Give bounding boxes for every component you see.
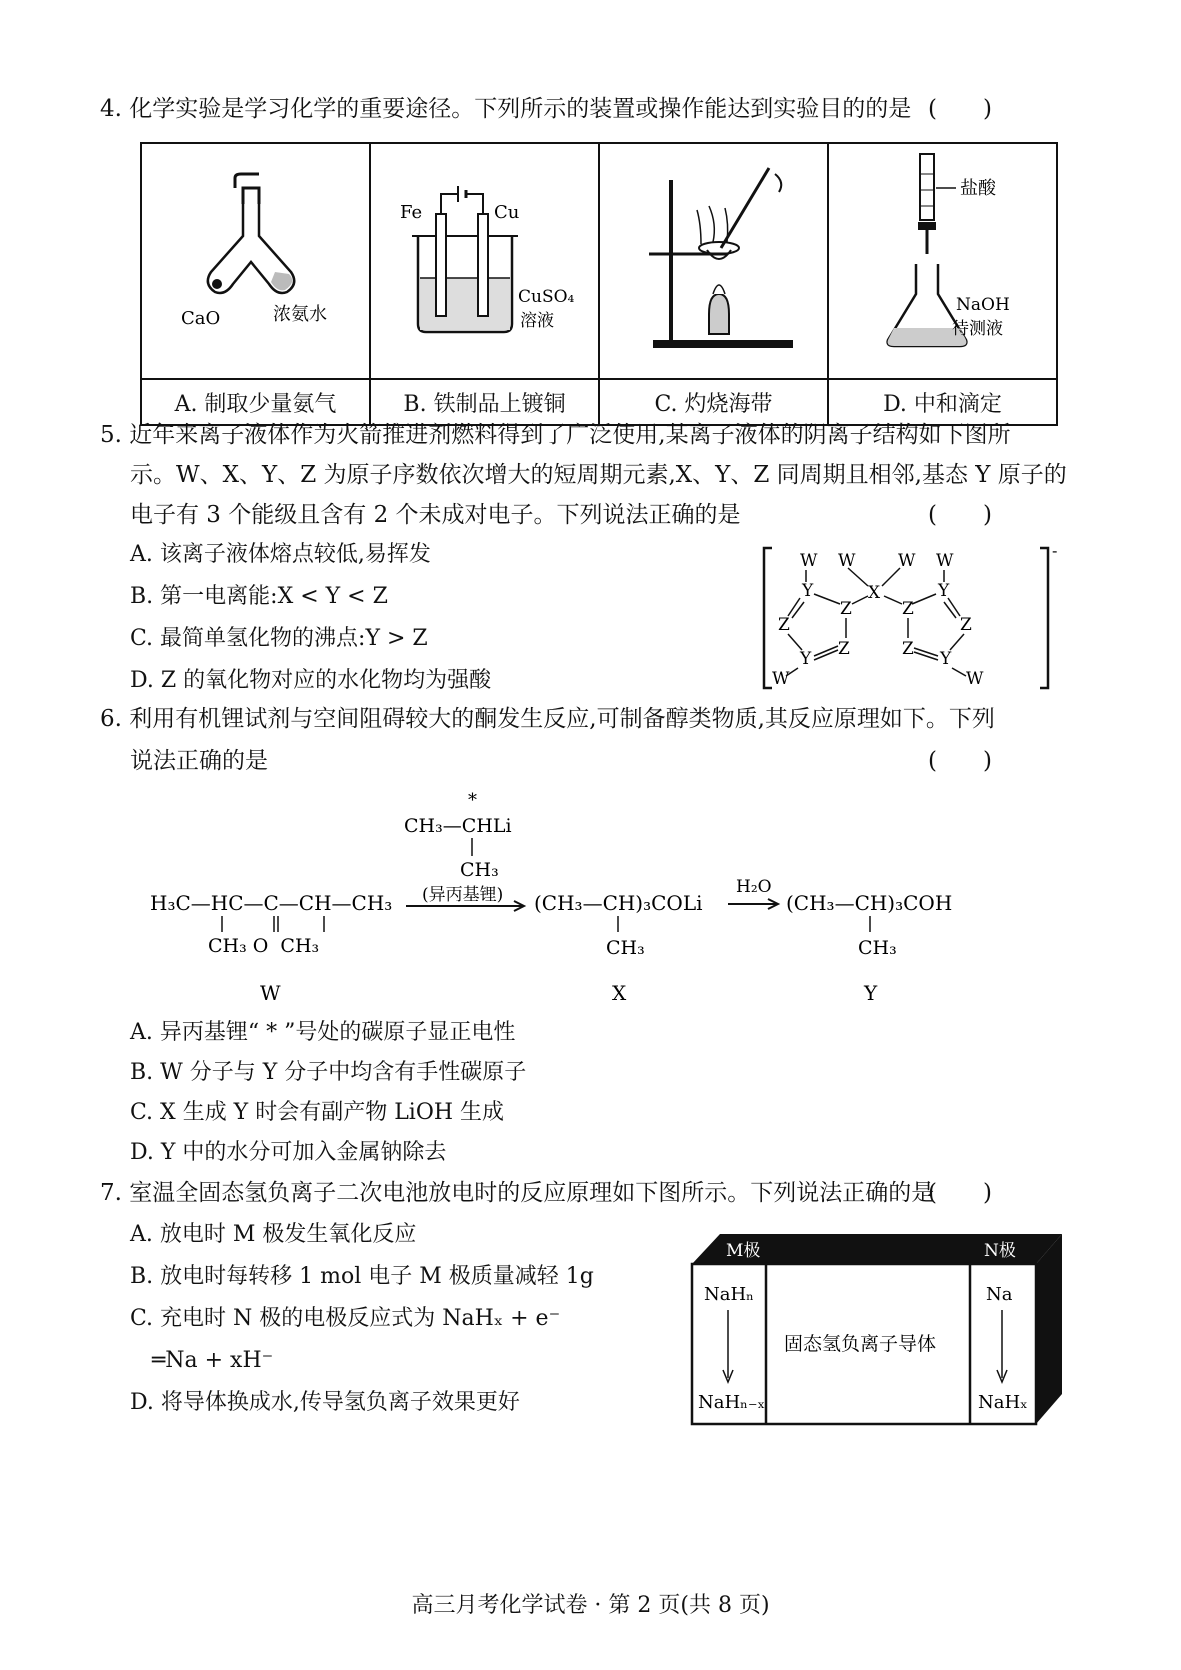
ammonia-apparatus-figure xyxy=(151,144,361,374)
y-substituent: CH₃ xyxy=(858,937,897,959)
hcl-label: 盐酸 xyxy=(959,178,996,199)
q7-option-b: B. 放电时每转移 1 mol 电子 M 极质量减轻 1g xyxy=(130,1264,594,1289)
w-atom: W xyxy=(936,551,954,571)
reagent-top: CH₃—CHLi xyxy=(404,815,512,837)
q4-option-b: B. 铁制品上镀铜 xyxy=(370,379,599,425)
y-atom: Y xyxy=(940,649,952,669)
cuso4-label: CuSO₄ xyxy=(517,287,574,307)
q6-option-c: C. X 生成 Y 时会有副产物 LiOH 生成 xyxy=(130,1100,505,1125)
q4-fig-c xyxy=(599,143,828,379)
x-atom: X xyxy=(868,583,881,603)
q5-stem-line-2: 示。W、X、Y、Z 为原子序数依次增大的短周期元素,X、Y、Z 同周期且相邻,基态 Y 原子的 xyxy=(130,462,1067,488)
reagent-name: (异丙基锂) xyxy=(422,885,504,905)
q6-option-a: A. 异丙基锂“ * ”号处的碳原子显正电性 xyxy=(130,1020,516,1045)
q5-option-c: C. 最简单氢化物的沸点:Y > Z xyxy=(130,626,428,651)
q5-option-a: A. 该离子液体熔点较低,易挥发 xyxy=(130,542,431,567)
z-atom: Z xyxy=(840,599,852,619)
x-substituent: CH₃ xyxy=(606,937,645,959)
q4-stem: 4. 化学实验是学习化学的重要途径。下列所示的装置或操作能达到实验目的的是 xyxy=(100,96,912,122)
ammonia-water-label: 浓氨水 xyxy=(272,304,327,325)
x-label: X xyxy=(612,981,627,1005)
z-atom: Z xyxy=(902,599,914,619)
q5-option-d: D. Z 的氧化物对应的水化物均为强酸 xyxy=(130,668,492,693)
q4-option-d: D. 中和滴定 xyxy=(828,379,1057,425)
y-label: Y xyxy=(864,981,878,1005)
q6-stem-line-2: 说法正确的是 xyxy=(130,748,268,774)
battery-figure xyxy=(690,1228,1066,1428)
q4-option-a: A. 制取少量氨气 xyxy=(141,379,370,425)
q7-option-d: D. 将导体换成水,传导氢负离子效果更好 xyxy=(130,1390,520,1415)
z-atom: Z xyxy=(960,615,972,635)
test-solution-label: 待测液 xyxy=(951,319,1003,339)
z-atom: Z xyxy=(838,639,850,659)
q4-fig-d xyxy=(828,143,1057,379)
q6-stem-line-1: 6. 利用有机锂试剂与空间阻碍较大的酮发生反应,可制备醇类物质,其反应原理如下。下列 xyxy=(100,706,995,732)
z-atom: Z xyxy=(778,615,790,635)
q5-answer-paren: ( ) xyxy=(928,502,992,528)
q4-figure-table xyxy=(140,142,1058,426)
q7-option-a: A. 放电时 M 极发生氧化反应 xyxy=(130,1222,417,1247)
m-electrode-label: M极 xyxy=(726,1241,761,1261)
q6-answer-paren: ( ) xyxy=(928,748,992,774)
n-electrode-label: N极 xyxy=(984,1241,1016,1261)
q6-option-d: D. Y 中的水分可加入金属钠除去 xyxy=(130,1140,447,1165)
m-bottom-species: NaHₙ₋ₓ xyxy=(698,1392,766,1413)
q7-option-c: C. 充电时 N 极的电极反应式为 NaHₓ + e⁻ xyxy=(130,1306,561,1331)
q7-answer-paren: ( ) xyxy=(928,1180,992,1206)
q4-fig-a xyxy=(141,143,370,379)
m-top-species: NaHₙ xyxy=(704,1284,754,1305)
x-structure: (CH₃—CH)₃COLi xyxy=(534,891,703,915)
naoh-label: NaOH xyxy=(955,295,1010,315)
conductor-label: 固态氢负离子导体 xyxy=(784,1333,937,1355)
y-atom: Y xyxy=(800,649,812,669)
ignition-figure xyxy=(609,144,819,374)
z-atom: Z xyxy=(902,639,914,659)
electroplating-figure xyxy=(380,144,590,374)
q4-answer-paren: ( ) xyxy=(928,96,992,122)
anion-charge: - xyxy=(1052,541,1058,560)
reagent-bottom: CH₃ xyxy=(460,859,499,881)
chiral-star: * xyxy=(468,790,477,811)
w-substituents: CH₃ O CH₃ xyxy=(208,935,320,957)
y-structure: (CH₃—CH)₃COH xyxy=(786,891,953,915)
q5-stem-line-3: 电子有 3 个能级且含有 2 个未成对电子。下列说法正确的是 xyxy=(130,502,741,528)
q7-stem: 7. 室温全固态氢负离子二次电池放电时的反应原理如下图所示。下列说法正确的是 xyxy=(100,1180,935,1206)
anion-structure-figure xyxy=(760,540,1080,696)
q5-stem-line-1: 5. 近年来离子液体作为火箭推进剂燃料得到了广泛使用,某离子液体的阴离子结构如下图所 xyxy=(100,422,1011,448)
w-atom: W xyxy=(966,669,984,689)
q7-option-c-cont: ═Na + xH⁻ xyxy=(152,1348,274,1373)
w-label: W xyxy=(260,981,281,1005)
titration-figure xyxy=(838,144,1048,374)
q4-option-c: C. 灼烧海带 xyxy=(599,379,828,425)
cu-label: Cu xyxy=(493,202,519,223)
page-footer: 高三月考化学试卷 · 第 2 页(共 8 页) xyxy=(411,1593,770,1618)
w-atom: W xyxy=(898,551,916,571)
water-reagent: H₂O xyxy=(736,877,772,897)
cao-label: CaO xyxy=(180,308,220,329)
q5-option-b: B. 第一电离能:X < Y < Z xyxy=(130,584,388,609)
w-atom: W xyxy=(838,551,856,571)
q4-fig-b xyxy=(370,143,599,379)
y-atom: Y xyxy=(938,581,950,601)
y-atom: Y xyxy=(802,581,814,601)
fe-label: Fe xyxy=(399,202,422,223)
solution-label: 溶液 xyxy=(519,311,554,331)
w-structure: H₃C—HC—C—CH—CH₃ xyxy=(150,891,393,915)
w-atom: W xyxy=(772,669,790,689)
q6-option-b: B. W 分子与 Y 分子中均含有手性碳原子 xyxy=(130,1060,527,1085)
w-atom: W xyxy=(800,551,818,571)
n-top-species: Na xyxy=(986,1284,1013,1305)
q6-reaction-scheme xyxy=(150,788,1030,1018)
n-bottom-species: NaHₓ xyxy=(978,1392,1028,1413)
